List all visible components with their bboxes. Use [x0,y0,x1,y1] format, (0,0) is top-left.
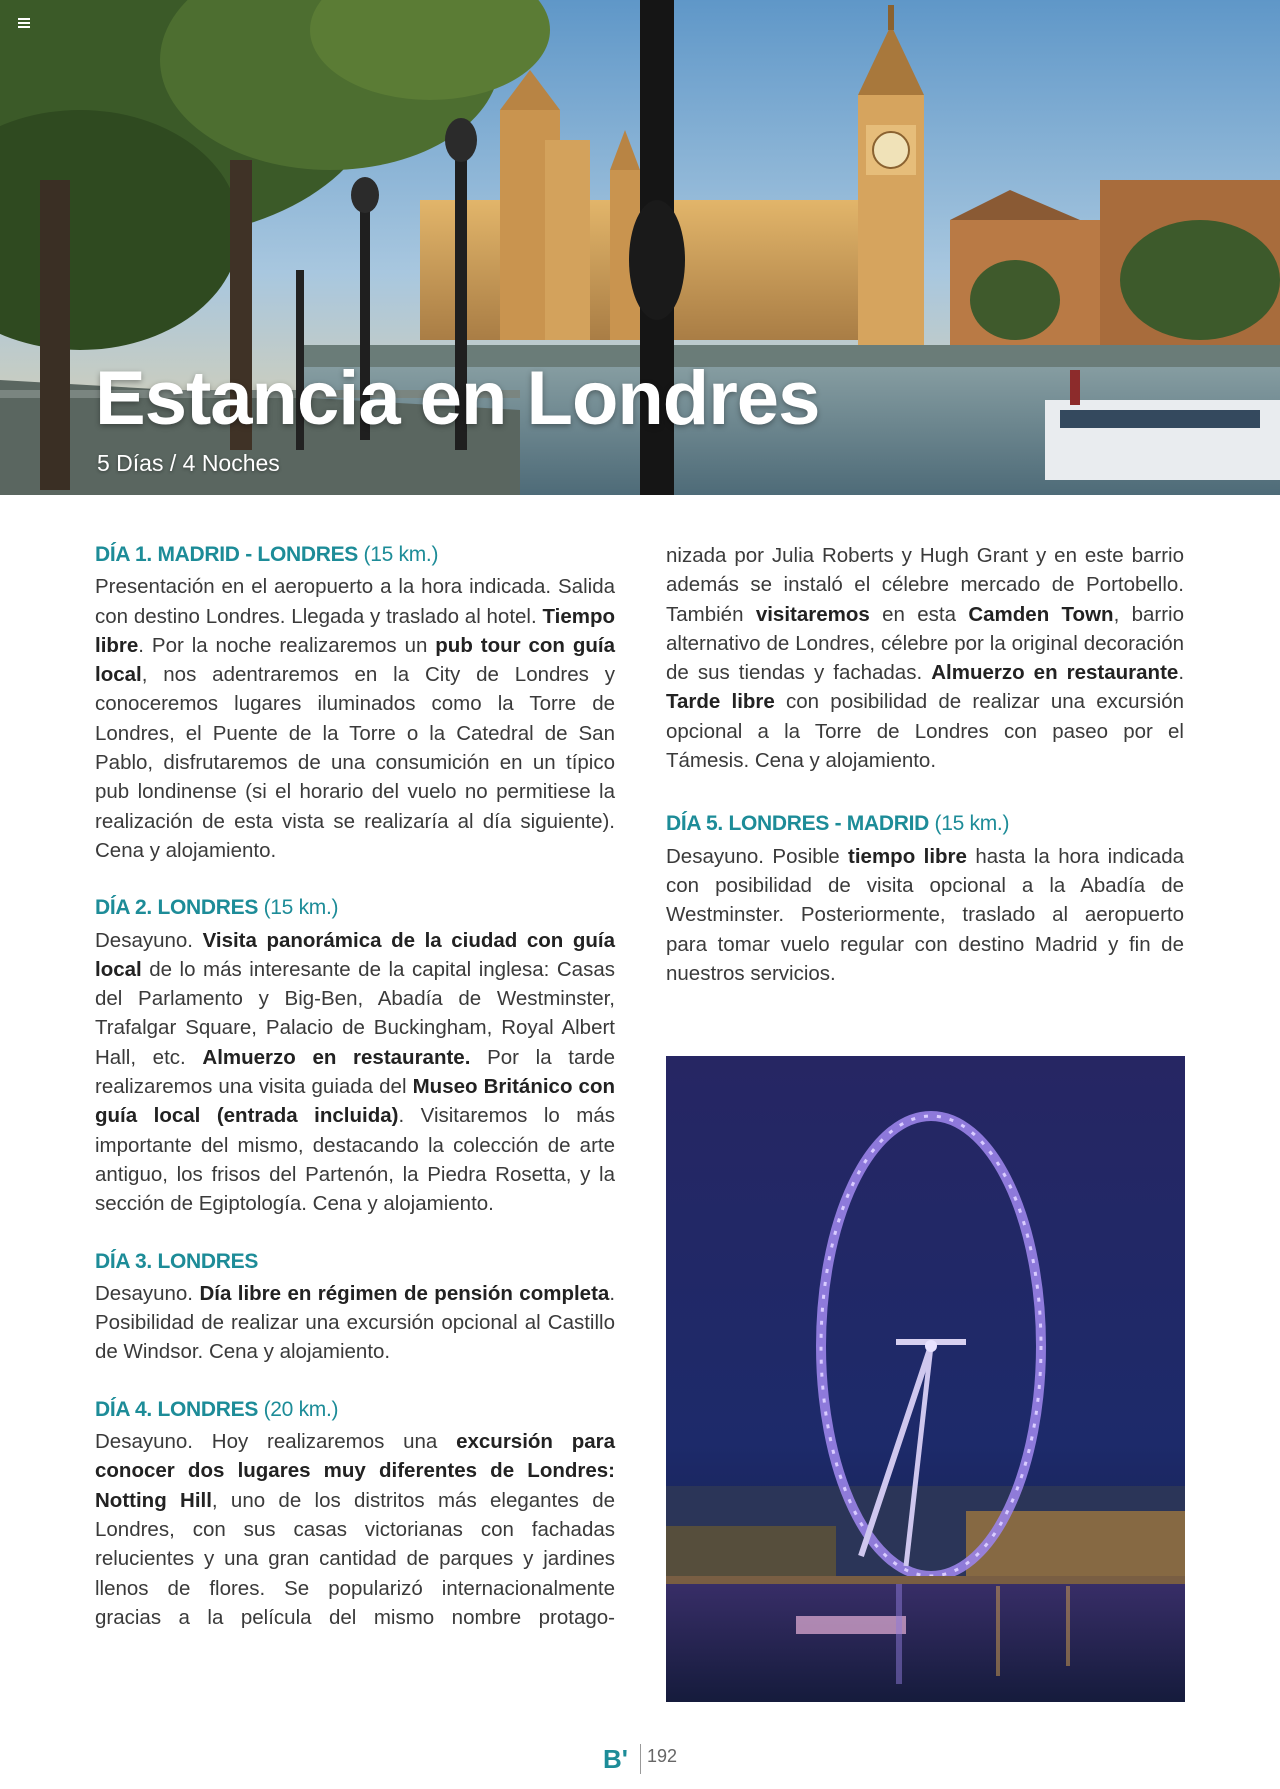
footer-divider [640,1744,641,1774]
day-heading [95,1395,615,1424]
day-distance: (15 km.) [934,812,1010,836]
text-run: Presentación en el aeropuerto a la hora indicada. Salida con destino Londres. Llegada y traslado al hotel. [95,575,615,628]
brand-logo: B' [603,1744,628,1774]
day-heading [95,540,615,569]
bold-text: pub tour con guía local [95,633,615,687]
text-run: . [1178,661,1185,685]
text-run: , uno de los distritos más elegantes de Londres, con sus casas victorianas con fachadas relucientes y una gran cantidad de parques y jardines llenos de flores. Se popularizó internacionalmente gracias a la película del mismo nombre protago- [95,1488,616,1629]
text-run: , nos adentraremos en la City de Londres y conoceremos lugares iluminados como la Torre de Londres, el Puente de la Torre o la Catedral de San Pablo, disfrutaremos de una consumición en un típico pub londinense (si el horario del vuelo no permitiese la realización de esta vista se realizaría al día siguiente). Cena y alojamiento. [95,663,615,862]
day-distance: (15 km.) [263,896,339,920]
text-run: , barrio alternativo de Londres, célebre por la original decoración de sus tiendas y fachadas. [666,602,1185,685]
bold-text: Museo Británico con guía local (entrada incluida) [95,1075,615,1128]
day-description [95,1279,615,1367]
bold-text: visitaremos [755,602,870,626]
day-heading [95,1247,615,1276]
day-distance: (20 km.) [263,1397,339,1421]
day-description [95,572,615,865]
day-distance: (15 km.) [363,543,439,566]
day-heading [95,893,615,922]
day-description [95,926,615,1219]
day-section [666,809,1184,988]
day-continuation [666,541,1184,775]
day-title: DÍA 2. LONDRES [95,896,259,920]
bold-text: tiempo libre [848,844,967,868]
text-run: . Por la noche realizaremos un [138,633,436,657]
text-run: con posibilidad de realizar una excursión opcional a la Torre de Londres con paseo por el Támesis. Cena y alojamiento. [666,690,1184,773]
left-column [95,540,615,1632]
bold-text: Visita panorámica de la ciudad con guía local [95,928,616,981]
text-run: . Posibilidad de realizar una excursión opcional al Castillo de Windsor. Cena y alojamiento. [95,1281,616,1364]
london-eye-photo [666,1056,1185,1702]
hero-banner [0,0,1280,495]
text-run: Desayuno. [95,928,203,952]
menu-icon[interactable] [18,18,30,28]
bold-text: excursión para conocer dos lugares muy diferentes de Londres: Notting Hill [95,1430,616,1512]
bold-text: Tarde libre [666,690,775,714]
day-title: DÍA 3. LONDRES [95,1249,259,1273]
london-eye-image [666,1056,1185,1702]
text-run: . Visitaremos lo más importante del mismo, destacando la colección de arte antiguo, los frisos del Partenón, la Piedra Rosetta, y la sección de Egiptología. Cena y alojamiento. [95,1104,616,1216]
bold-text: Día libre en régimen de pensión completa [199,1281,610,1305]
day-description [666,842,1184,988]
text-run: Desayuno. Hoy realizaremos una [95,1430,457,1454]
day-section [95,540,615,865]
bold-text: Almuerzo en restaurante. [202,1045,471,1069]
page-title: Estancia en Londres [95,356,820,441]
bold-text: Camden Town [968,602,1114,626]
right-column [666,541,1184,1016]
text-run: nizada por Julia Roberts y Hugh Grant y en este barrio además se instaló el célebre mercado de Portobello. También [666,544,1184,626]
text-run: de lo más interesante de la capital inglesa: Casas del Parlamento y Big-Ben, Abadía de Westminster, Trafalgar Square, Palacio de Buckingham, Royal Albert Hall, etc. [95,957,615,1069]
day-title: DÍA 4. LONDRES [95,1397,259,1421]
day-heading [666,809,1184,838]
text-run: hasta la hora indicada con posibilidad de visita opcional a la Abadía de Westminster. Posteriormente, traslado al aeropuerto para tomar vuelo regular con destino Madrid y fin de nuestros servicios. [666,844,1184,985]
day-description-part2 [666,541,1184,775]
text-run: Desayuno. [95,1281,200,1305]
day-description-part1 [95,1427,615,1632]
text-run: en esta [869,602,969,626]
bold-text: Tiempo libre [95,604,615,657]
day-title: DÍA 1. MADRID - LONDRES [95,543,358,566]
day-section [95,1395,615,1632]
page-subtitle: 5 Días / 4 Noches [97,450,280,476]
day-section [95,1247,615,1367]
page-number: 192 [647,1746,678,1766]
bold-text: Almuerzo en restaurante [931,661,1179,685]
text-run: Desayuno. Posible [666,844,849,868]
text-run: Por la tarde realizaremos una visita guiada del [95,1045,615,1099]
day-section [95,893,615,1218]
day-title: DÍA 5. LONDRES - MADRID [666,812,929,836]
